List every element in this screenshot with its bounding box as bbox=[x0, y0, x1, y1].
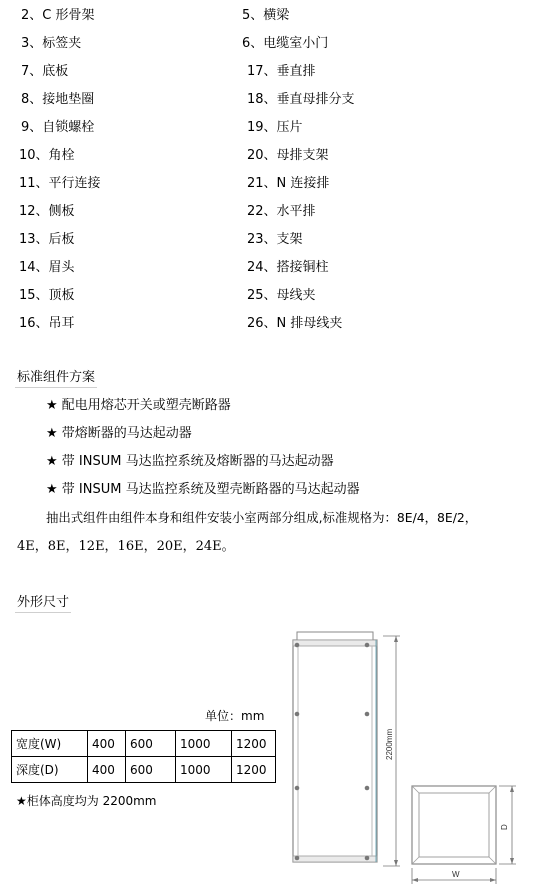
table-cell: 600 bbox=[126, 731, 176, 757]
scheme-paragraph-line2: 4E，8E，12E，16E，20E，24E。 bbox=[17, 539, 235, 554]
standard-scheme-heading: 标准组件方案 bbox=[17, 370, 96, 385]
parts-left-item: 11、平行连接 bbox=[19, 176, 101, 191]
table-row bbox=[12, 757, 276, 783]
scheme-item: ★ 带 INSUM 马达监控系统及塑壳断路器的马达起动器 bbox=[46, 482, 360, 497]
height-dimension-label: 2200mm bbox=[385, 728, 394, 760]
table-cell: 400 bbox=[88, 731, 126, 757]
row-label: 深度(D) bbox=[12, 757, 88, 783]
parts-left-item: 7、底板 bbox=[21, 64, 69, 79]
dimensions-table bbox=[11, 730, 276, 783]
parts-right-item: 25、母线夹 bbox=[247, 288, 316, 303]
parts-left-item: 16、吊耳 bbox=[19, 316, 75, 331]
parts-left-item: 9、自锁螺栓 bbox=[21, 120, 95, 135]
parts-list bbox=[0, 0, 541, 340]
parts-left-item: 10、角栓 bbox=[19, 148, 75, 163]
parts-right-item: 21、N 连接排 bbox=[247, 176, 330, 191]
parts-left-item: 2、C 形骨架 bbox=[21, 8, 95, 23]
unit-label: 单位：mm bbox=[205, 709, 265, 723]
cabinet-height-note: ★柜体高度均为 2200mm bbox=[16, 794, 157, 808]
row-label: 宽度(W) bbox=[12, 731, 88, 757]
parts-left-item: 12、侧板 bbox=[19, 204, 75, 219]
scheme-item: ★ 带 INSUM 马达监控系统及熔断器的马达起动器 bbox=[46, 454, 334, 469]
width-dimension bbox=[412, 868, 496, 884]
parts-right-item: 20、母排支架 bbox=[247, 148, 329, 163]
dimensions-heading: 外形尺寸 bbox=[17, 595, 70, 610]
table-cell: 600 bbox=[126, 757, 176, 783]
parts-left-item: 13、后板 bbox=[19, 232, 75, 247]
parts-right-item: 18、垂直母排分支 bbox=[247, 92, 355, 107]
table-row bbox=[12, 731, 276, 757]
parts-right-item: 5、横梁 bbox=[242, 8, 290, 23]
parts-right-item: 24、搭接铜柱 bbox=[247, 260, 329, 275]
cabinet-plan-view bbox=[412, 786, 496, 864]
scheme-item: ★ 配电用熔芯开关或塑壳断路器 bbox=[46, 398, 231, 413]
parts-right-item: 22、水平排 bbox=[247, 204, 316, 219]
parts-left-item: 15、顶板 bbox=[19, 288, 75, 303]
depth-dimension bbox=[499, 786, 516, 864]
parts-left-item: 3、标签夹 bbox=[21, 36, 82, 51]
cabinet-front-view bbox=[293, 632, 377, 862]
parts-left-item: 14、眉头 bbox=[19, 260, 75, 275]
parts-right-item: 26、N 排母线夹 bbox=[247, 316, 343, 331]
table-cell: 1200 bbox=[232, 731, 276, 757]
parts-right-item: 17、垂直排 bbox=[247, 64, 316, 79]
parts-right-item: 19、压片 bbox=[247, 120, 303, 135]
parts-right-item: 6、电缆室小门 bbox=[242, 36, 329, 51]
parts-left-item: 8、接地垫圈 bbox=[21, 92, 95, 107]
table-cell: 1000 bbox=[176, 757, 232, 783]
depth-dimension-label: D bbox=[500, 824, 509, 830]
table-cell: 1200 bbox=[232, 757, 276, 783]
table-cell: 400 bbox=[88, 757, 126, 783]
table-cell: 1000 bbox=[176, 731, 232, 757]
height-dimension bbox=[383, 636, 400, 866]
width-dimension-label: W bbox=[452, 870, 460, 879]
scheme-item: ★ 带熔断器的马达起动器 bbox=[46, 426, 192, 441]
parts-right-item: 23、支架 bbox=[247, 232, 303, 247]
scheme-paragraph-line1: 抽出式组件由组件本身和组件安装小室两部分组成,标准规格为：8E/4，8E/2， bbox=[46, 510, 478, 525]
